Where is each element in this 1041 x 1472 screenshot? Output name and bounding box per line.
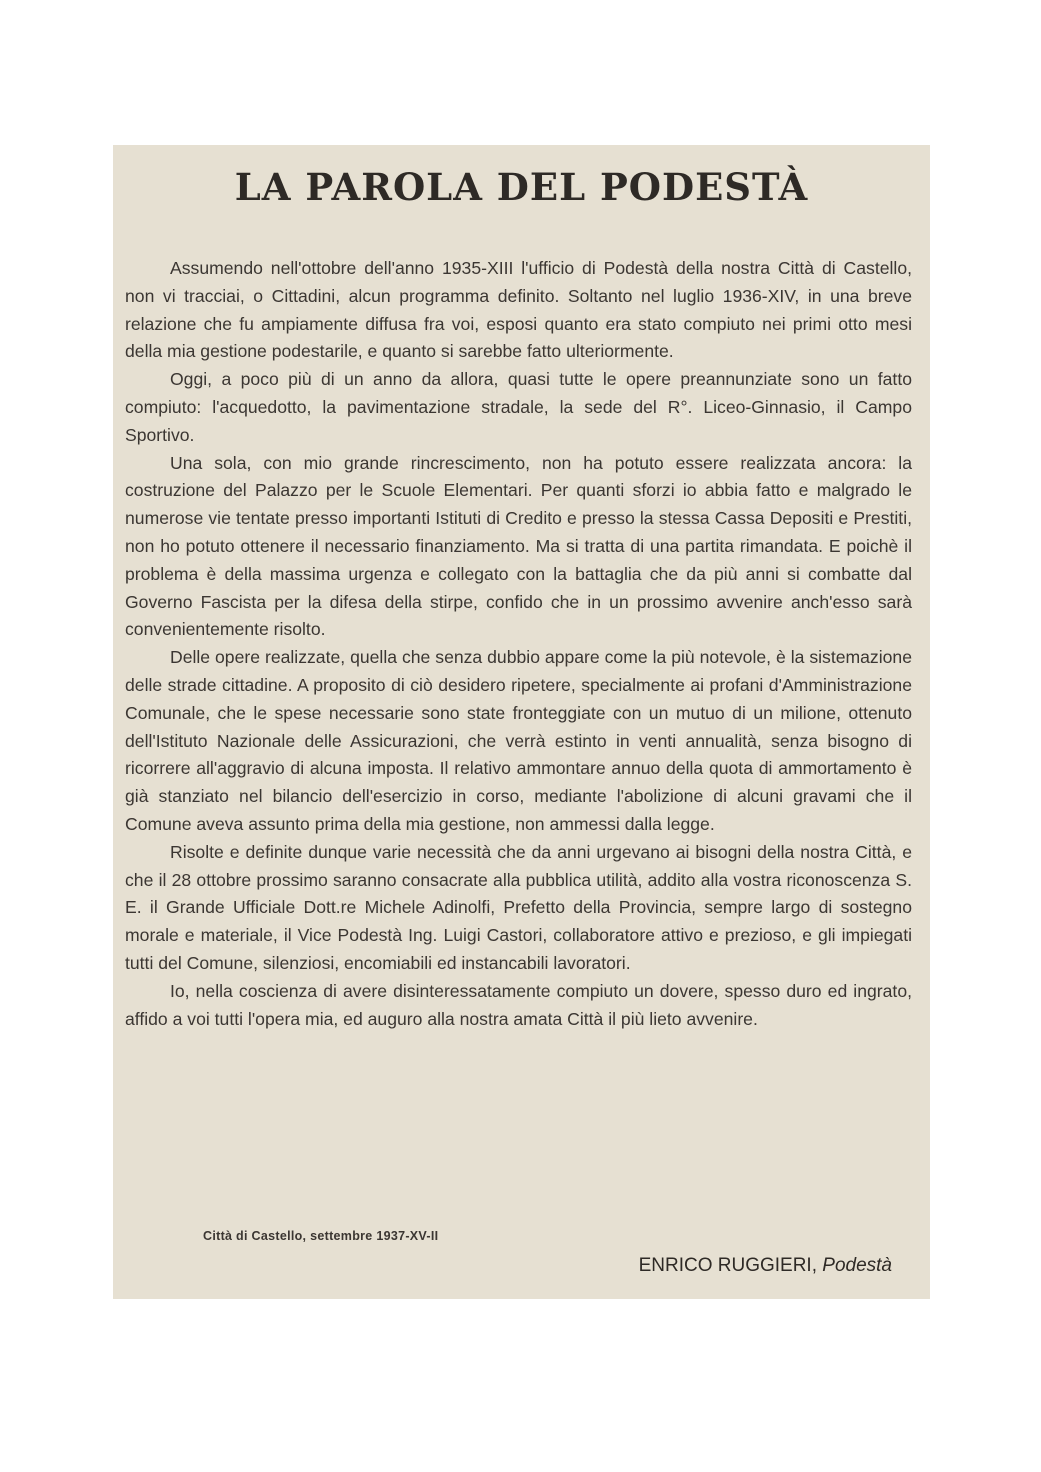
signature-name: ENRICO RUGGIERI, (638, 1255, 817, 1276)
scanned-page (113, 145, 930, 1299)
paragraph-4: Delle opere realizzate, quella che senza dubbio appare come la più notevole, è la sistemazione delle strade cittadine. A proposito di ciò desidero ripetere, specialmente ai profani d'Amministrazione Comunale, che le spese necessarie sono state fronteggiate con un mutuo di un milione, ottenuto dell'Istituto Nazionale delle Assicurazioni, che verrà estinto in venti annualità, senza bisogno di ricorrere all'aggravio di alcuna imposta. Il relativo ammontare annuo della quota di ammortamento è già stanziato nel bilancio dell'esercizio in corso, mediante l'abolizione di alcuni gravami che il Comune aveva assunto prima della mia gestione, non ammessi dalla legge. (125, 647, 912, 834)
place-and-date: Città di Castello, settembre 1937-XV-II (203, 1229, 439, 1243)
paragraph-1: Assumendo nell'ottobre dell'anno 1935-XIII l'ufficio di Podestà della nostra Città di Castello, non vi tracciai, o Cittadini, alcun programma definito. Soltanto nel luglio 1936-XIV, in una breve relazione che fu ampiamente diffusa fra voi, esposi quanto era stato compiuto nei primi otto mesi della mia gestione podestarile, e quanto si sarebbe fatto ulteriormente. (125, 258, 912, 362)
paragraph-2: Oggi, a poco più di un anno da allora, quasi tutte le opere preannunziate sono un fatto compiuto: l'acquedotto, la pavimentazione stradale, la sede del R°. Liceo-Ginnasio, il Campo Sportivo. (125, 369, 912, 445)
page-title: LA PAROLA DEL PODESTÀ (234, 165, 809, 209)
signature (639, 1255, 892, 1277)
signature-role: Podestà (822, 1255, 892, 1276)
paragraph-5: Risolte e definite dunque varie necessità che da anni urgevano ai bisogni della nostra Città, e che il 28 ottobre prossimo saranno consacrate alla pubblica utilità, addito alla vostra riconoscenza S. E. il Grande Ufficiale Dott.re Michele Adinolfi, Prefetto della Provincia, sempre largo di sostegno morale e materiale, il Vice Podestà Ing. Luigi Castori, collaboratore attivo e prezioso, e gli impiegati tutti del Comune, silenziosi, encomiabili ed instancabili lavoratori. (125, 841, 912, 973)
paragraph-6: Io, nella coscienza di avere disinteressatamente compiuto un dovere, spesso duro ed ingrato, affido a voi tutti l'opera mia, ed auguro alla nostra amata Città il più lieto avvenire. (125, 980, 912, 1029)
article-body (125, 255, 912, 1033)
paragraph-3: Una sola, con mio grande rincrescimento, non ha potuto essere realizzata ancora: la costruzione del Palazzo per le Scuole Elementari. Per quanti sforzi io abbia fatto e malgrado le numerose vie tentate presso importanti Istituti di Credito e presso la stessa Cassa Depositi e Prestiti, non ho potuto ottenere il necessario finanziamento. Ma si tratta di una partita rimandata. E poichè il problema è della massima urgenza e collegato con la battaglia che da più anni si combatte dal Governo Fascista per la difesa della stirpe, confido che in un prossimo avvenire anch'esso sarà convenientemente risolto. (125, 452, 912, 640)
